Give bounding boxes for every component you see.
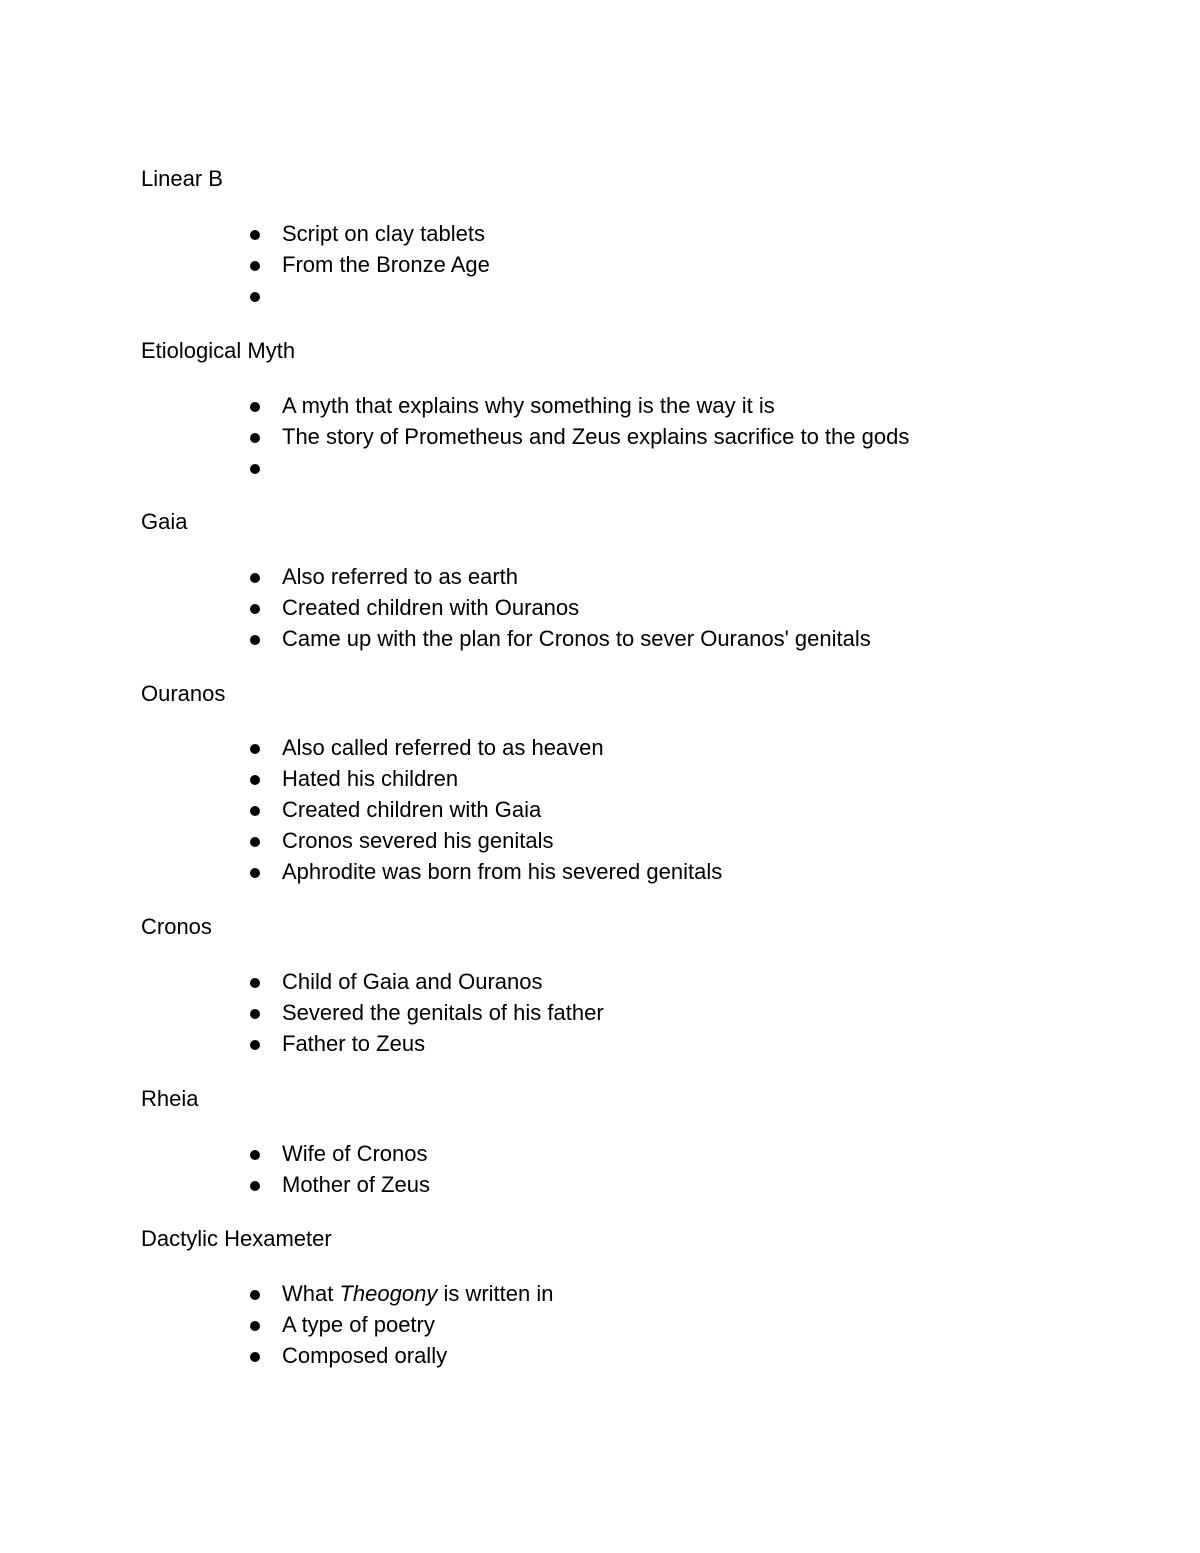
bullet-icon xyxy=(250,744,260,754)
bullet-icon xyxy=(250,635,260,645)
bullet-text: Created children with Ouranos xyxy=(282,595,580,620)
bullet-icon xyxy=(250,1321,260,1331)
bullet-text: Created children with Gaia xyxy=(282,797,542,822)
bullet-icon xyxy=(250,978,260,988)
bullet-icon xyxy=(250,868,260,878)
bullet-text: A type of poetry xyxy=(282,1312,435,1337)
bullet-text: Aphrodite was born from his severed genitals xyxy=(282,859,723,884)
bullet-text: Also called referred to as heaven xyxy=(282,735,604,760)
term-heading: Linear B xyxy=(141,166,223,191)
bullet-text xyxy=(282,1281,553,1307)
italic-title: Theogony xyxy=(339,1281,438,1306)
bullet-icon xyxy=(250,1290,260,1300)
bullet-text: Severed the genitals of his father xyxy=(282,1000,604,1025)
bullet-icon xyxy=(250,837,260,847)
bullet-icon xyxy=(250,1352,260,1362)
text-run: What xyxy=(282,1281,340,1306)
bullet-text: Mother of Zeus xyxy=(282,1172,430,1197)
term-heading: Cronos xyxy=(141,914,212,939)
bullet-icon xyxy=(250,1150,260,1160)
bullet-text: Cronos severed his genitals xyxy=(282,828,554,853)
bullet-text: A myth that explains why something is the way it is xyxy=(282,393,775,418)
bullet-text: Also referred to as earth xyxy=(282,564,519,589)
term-heading: Dactylic Hexameter xyxy=(141,1226,332,1251)
bullet-text: The story of Prometheus and Zeus explains sacrifice to the gods xyxy=(282,424,910,449)
text-run: is written in xyxy=(437,1281,554,1306)
bullet-text: Father to Zeus xyxy=(282,1031,426,1056)
bullet-text: Child of Gaia and Ouranos xyxy=(282,969,543,994)
bullet-text: Came up with the plan for Cronos to sever Ouranos' genitals xyxy=(282,626,871,651)
bullet-icon xyxy=(250,230,260,240)
bullet-icon xyxy=(250,433,260,443)
bullet-icon xyxy=(250,261,260,271)
bullet-icon xyxy=(250,1040,260,1050)
bullet-icon xyxy=(250,1009,260,1019)
bullet-icon xyxy=(250,573,260,583)
bullet-icon xyxy=(250,292,260,302)
term-heading: Rheia xyxy=(141,1086,199,1111)
bullet-text: Wife of Cronos xyxy=(282,1141,428,1166)
term-heading: Ouranos xyxy=(141,681,226,706)
bullet-text: Hated his children xyxy=(282,766,459,791)
term-heading: Etiological Myth xyxy=(141,338,296,363)
term-heading: Gaia xyxy=(141,509,188,534)
bullet-icon xyxy=(250,464,260,474)
bullet-text: From the Bronze Age xyxy=(282,252,490,277)
bullet-text: Composed orally xyxy=(282,1343,448,1368)
bullet-icon xyxy=(250,1181,260,1191)
bullet-icon xyxy=(250,806,260,816)
bullet-icon xyxy=(250,402,260,412)
bullet-icon xyxy=(250,775,260,785)
bullet-icon xyxy=(250,604,260,614)
bullet-text: Script on clay tablets xyxy=(282,221,485,246)
